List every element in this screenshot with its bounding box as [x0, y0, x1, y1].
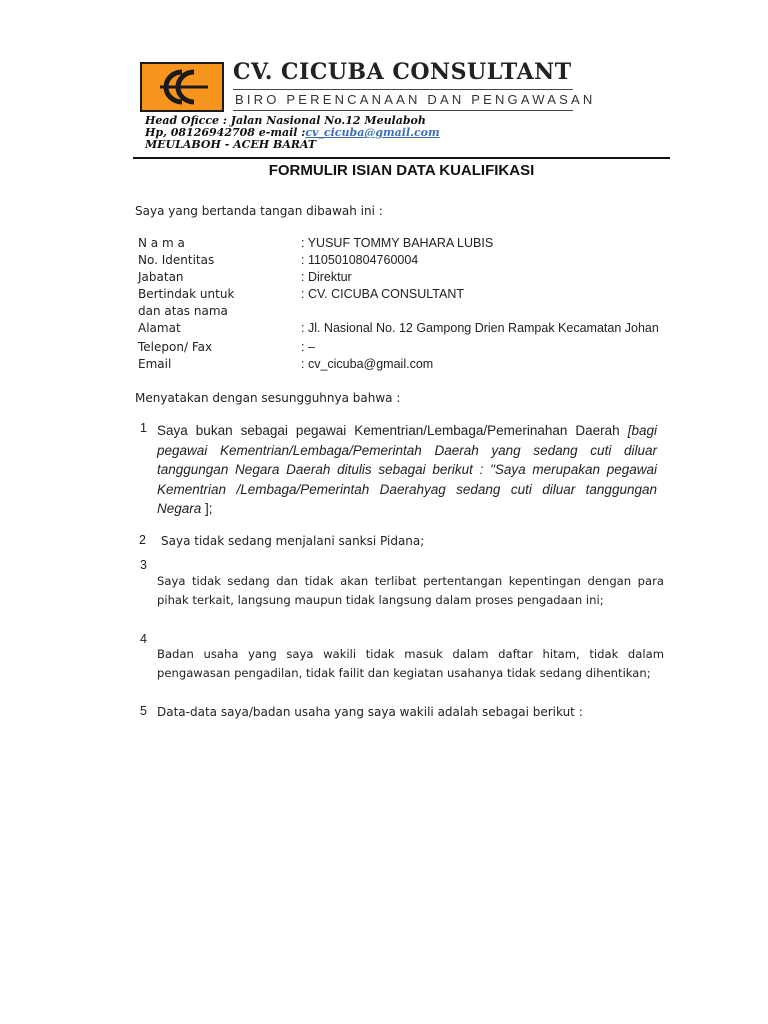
item-number: 5 [140, 704, 147, 718]
intro-text: Saya yang bertanda tangan dibawah ini : [135, 204, 383, 218]
item-number: 2 [139, 533, 146, 547]
field-value-alamat: : Jl. Nasional No. 12 Gampong Drien Rampak Kecamatan Johan [301, 321, 659, 335]
field-label-alamat: Alamat [138, 321, 181, 335]
field-value-identitas: : 1105010804760004 [301, 253, 419, 267]
field-value-email: : cv_cicuba@gmail.com [301, 357, 434, 371]
field-value-telepon: : – [301, 340, 315, 354]
statement-item-1 [157, 421, 657, 519]
field-value-nama: : YUSUF TOMMY BAHARA LUBIS [301, 236, 494, 250]
field-label-nama: N a m a [138, 236, 185, 250]
company-name: CV. CICUBA CONSULTANT [233, 59, 572, 85]
field-value-bertindak: : CV. CICUBA CONSULTANT [301, 287, 464, 301]
statement-1-text: Saya bukan sebagai pegawai Kementrian/Lembaga/Pemerinahan Daerah [157, 423, 628, 438]
statement-item-2: Saya tidak sedang menjalani sanksi Pidana; [161, 534, 425, 548]
statement-item-3: Saya tidak sedang dan tidak akan terlibat pertentangan kepentingan dengan para pihak terkait, langsung maupun tidak langsung dalam proses pengadaan ini; [157, 574, 664, 607]
field-label-jabatan: Jabatan [138, 270, 184, 284]
company-subtitle: BIRO PERENCANAAN DAN PENGAWASAN [233, 89, 573, 111]
letterhead [130, 56, 596, 156]
field-label-bertindak: Bertindak untuk [138, 287, 235, 301]
form-title: FORMULIR ISIAN DATA KUALIFIKASI [268, 162, 535, 179]
field-label-atas-nama: dan atas nama [138, 304, 228, 318]
statement-item-5: Data-data saya/badan usaha yang saya wakili adalah sebagai berikut : [157, 705, 583, 719]
field-value-jabatan: : Direktur [301, 270, 352, 284]
statement-1-end: ]; [201, 501, 213, 516]
field-label-telepon: Telepon/ Fax [138, 340, 213, 354]
field-label-identitas: No. Identitas [138, 253, 215, 267]
field-label-email: Email [138, 357, 172, 371]
city-line: MEULABOH - ACEH BARAT [145, 138, 317, 151]
address-line: Head Oficce : Jalan Nasional No.12 Meulaboh [145, 114, 426, 127]
header-divider [133, 157, 670, 159]
statement-1-note: [bagi pegawai Kementrian/Lembaga/Pemerintah Daerah yang sedang cuti diluar tanggungan Negara Daerah ditulis sebagai berikut : "Saya merupakan pegawai Kementrian /Lembaga/Pemerintah Daerahyag sedang cuti diluar tanggungan Negara [157, 423, 657, 516]
item-number: 4 [140, 632, 147, 646]
item-number: 1 [140, 421, 147, 435]
declaration-text: Menyatakan dengan sesungguhnya bahwa : [135, 391, 401, 405]
company-logo [140, 62, 224, 112]
phone-text: Hp, 08126942708 e-mail : [145, 126, 306, 139]
item-number: 3 [140, 558, 147, 572]
statement-item-4: Badan usaha yang saya wakili tidak masuk dalam daftar hitam, tidak dalam pengawasan pengadilan, tidak failit dan kegiatan usahanya tidak sedang dihentikan; [157, 647, 664, 680]
email-link[interactable]: cv_cicuba@gmail.com [305, 126, 440, 139]
